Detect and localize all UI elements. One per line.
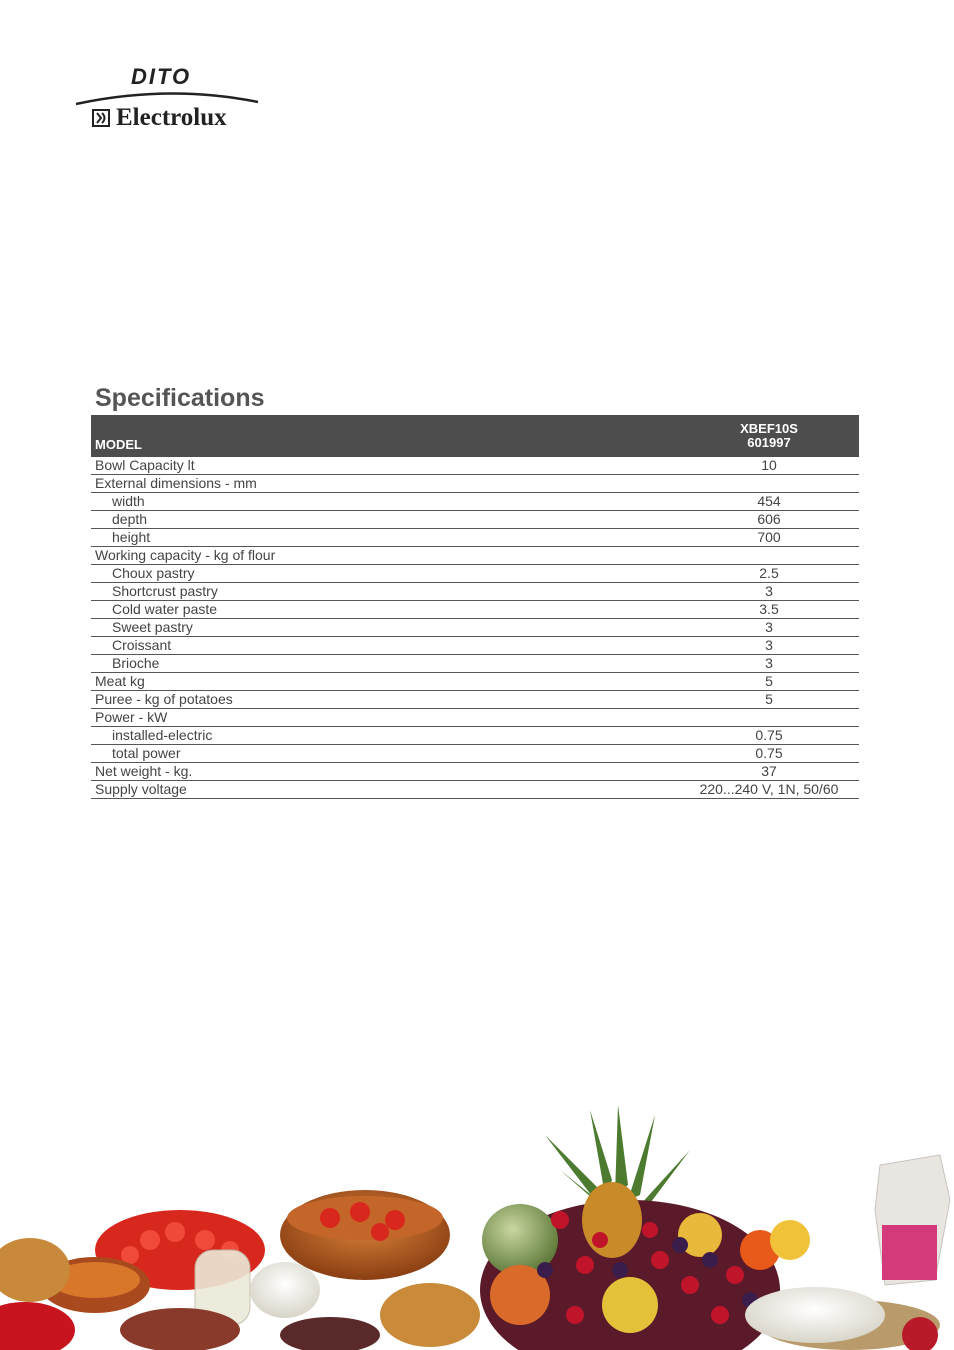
spec-value: 3 (679, 655, 859, 673)
model-code: XBEF10S (740, 421, 798, 436)
spec-label: Power - kW (91, 709, 679, 727)
table-row (91, 475, 859, 493)
spec-value: 0.75 (679, 727, 859, 745)
spec-value: 606 (679, 511, 859, 529)
table-row (91, 781, 859, 799)
table-row (91, 655, 859, 673)
table-row (91, 493, 859, 511)
spec-value: 3.5 (679, 601, 859, 619)
spec-value: 220...240 V, 1N, 50/60 (679, 781, 859, 799)
spec-label: Meat kg (91, 673, 679, 691)
spec-value: 37 (679, 763, 859, 781)
spec-label: Sweet pastry (91, 619, 679, 637)
model-number: 601997 (747, 435, 791, 450)
spec-value: 3 (679, 637, 859, 655)
electrolux-mark-icon (92, 109, 110, 127)
model-header-value (679, 415, 859, 457)
spec-label: width (91, 493, 679, 511)
table-row (91, 619, 859, 637)
spec-label: Supply voltage (91, 781, 679, 799)
table-row (91, 601, 859, 619)
spec-label: depth (91, 511, 679, 529)
spec-label: Cold water paste (91, 601, 679, 619)
spec-label: installed-electric (91, 727, 679, 745)
brand-logo (74, 64, 264, 136)
spec-label: Net weight - kg. (91, 763, 679, 781)
spec-label: total power (91, 745, 679, 763)
spec-value: 5 (679, 691, 859, 709)
food-display-image (0, 1100, 954, 1350)
page-title: Specifications (95, 384, 265, 412)
spec-value: 10 (679, 457, 859, 475)
spec-label: Bowl Capacity lt (91, 457, 679, 475)
specifications-table (91, 415, 859, 799)
table-row (91, 547, 859, 565)
spec-value (679, 475, 859, 493)
table-row (91, 529, 859, 547)
spec-value: 0.75 (679, 745, 859, 763)
spec-label: Croissant (91, 637, 679, 655)
table-row (91, 691, 859, 709)
spec-label: External dimensions - mm (91, 475, 679, 493)
electrolux-wordmark (92, 104, 227, 132)
table-row (91, 583, 859, 601)
model-header-label: MODEL (91, 415, 679, 457)
table-row (91, 673, 859, 691)
spec-label: Choux pastry (91, 565, 679, 583)
spec-value: 2.5 (679, 565, 859, 583)
table-row (91, 745, 859, 763)
spec-value: 5 (679, 673, 859, 691)
table-header-row (91, 415, 859, 457)
table-row (91, 727, 859, 745)
spec-value: 700 (679, 529, 859, 547)
spec-value (679, 709, 859, 727)
spec-value: 3 (679, 619, 859, 637)
table-body (91, 457, 859, 799)
dito-logo-text: DITO (131, 64, 192, 89)
spec-label: Working capacity - kg of flour (91, 547, 679, 565)
spec-label: Puree - kg of potatoes (91, 691, 679, 709)
spec-value: 3 (679, 583, 859, 601)
spec-label: height (91, 529, 679, 547)
table-row (91, 709, 859, 727)
spec-value (679, 547, 859, 565)
electrolux-logo-text: Electrolux (116, 104, 227, 131)
spec-label: Brioche (91, 655, 679, 673)
table-row (91, 457, 859, 475)
table-row (91, 565, 859, 583)
table-row (91, 511, 859, 529)
table-row (91, 637, 859, 655)
table-row (91, 763, 859, 781)
spec-value: 454 (679, 493, 859, 511)
spec-label: Shortcrust pastry (91, 583, 679, 601)
